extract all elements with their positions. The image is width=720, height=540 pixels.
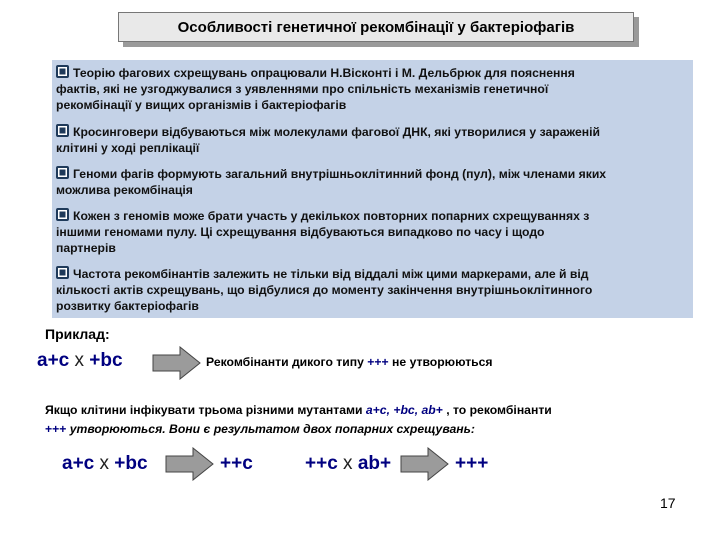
bullet-item: Частота рекомбінантів залежить не тільки від віддалі між цими маркерами, але й від кількості актів схрещувань, що відбулися до моменту закінчення внутрішньоклітинного розвитку бактеріофагів — [56, 267, 593, 313]
right-arrow-icon — [400, 447, 450, 481]
example-label: Приклад: — [45, 326, 110, 342]
bullet-item: Теорію фагових схрещувань опрацювали Н.Вісконті і М. Дельбрюк для пояснення фактів, які не узгоджувалися з уявленнями про спільність механізмів генетичної рекомбінації у вищих організмів і бактеріофагів — [56, 66, 575, 112]
example-result: Рекомбінанти дикого типу +++ не утворюються — [206, 355, 493, 369]
cross-formula: a+c x +bc — [37, 350, 123, 371]
cross-product-1: ++c — [220, 453, 253, 474]
page-number: 17 — [660, 495, 676, 511]
cross-formula-1: a+c x +bc — [62, 453, 148, 474]
bullet-item: Кожен з геномів може брати участь у декількох повторних попарних схрещуваннях з іншими геномами пулу. Ці схрещування відбуваються випадково по часу і щодо партнерів — [56, 209, 590, 255]
checkbox-bullet-icon — [56, 166, 69, 179]
bullet-item: Геноми фагів формують загальний внутрішньоклітинний фонд (пул), між членами яких можлива рекомбінація — [56, 167, 607, 197]
explanation-paragraph: Якщо клітини інфікувати трьома різними мутантами a+c, +bc, ab+ , то рекомбінанти +++ утворюються. Вони є результатом двох попарних схрещувань: — [45, 403, 552, 436]
cross-formula-2: ++c x ab+ — [305, 453, 392, 474]
checkbox-bullet-icon — [56, 266, 69, 279]
bullet-item: Кросинговери відбуваються між молекулами фагової ДНК, які утворилися у зараженій клітині у ході реплікації — [56, 125, 600, 155]
cross-final-product: +++ — [455, 453, 489, 474]
slide-title: Особливості генетичної рекомбінації у бактеріофагів — [118, 12, 634, 42]
bullets-panel — [52, 60, 693, 318]
right-arrow-icon — [152, 346, 202, 380]
checkbox-bullet-icon — [56, 124, 69, 137]
right-arrow-icon — [165, 447, 215, 481]
checkbox-bullet-icon — [56, 65, 69, 78]
title-banner — [118, 12, 638, 46]
checkbox-bullet-icon — [56, 208, 69, 221]
